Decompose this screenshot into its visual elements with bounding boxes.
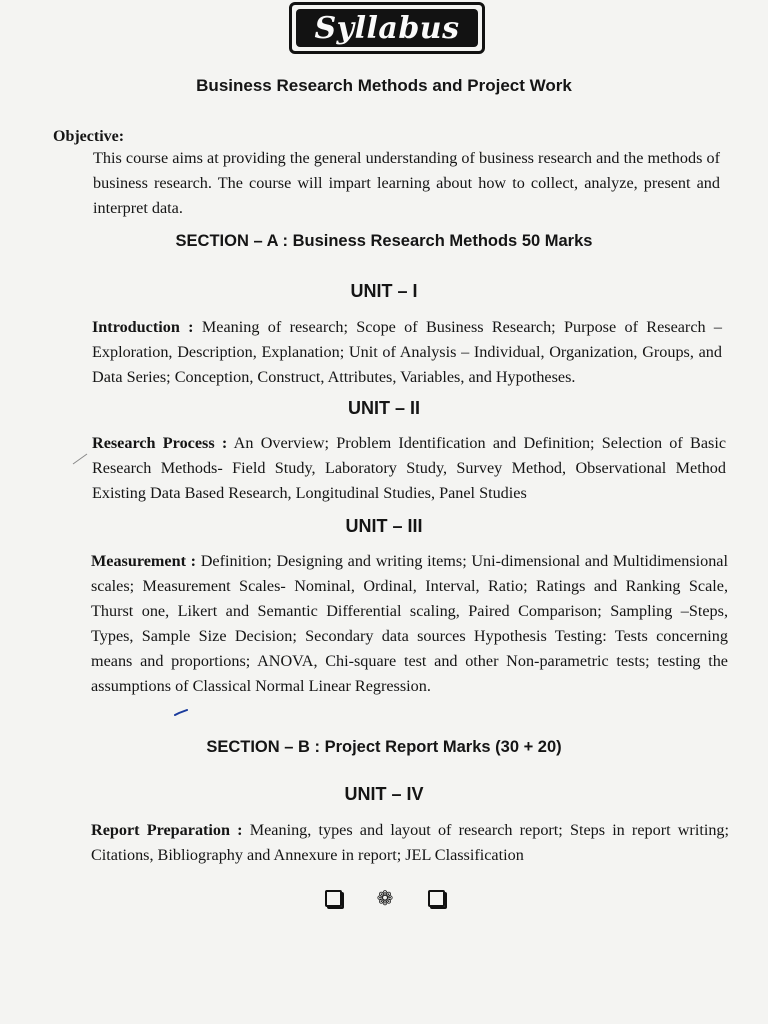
objective-text: This course aims at providing the general understanding of business research and the methods of business research. The course will impart learning about how to collect, analyze, present and interpret data. [93,149,720,217]
unit-3-body [91,549,728,699]
banner-title: Syllabus [314,10,460,46]
objective-label: Objective: [53,128,125,145]
unit-1-title: UNIT – I [350,281,418,301]
unit-3-topic: Measurement : [91,552,197,570]
footer-ornaments [325,885,445,911]
unit-4-topic: Report Preparation : [91,821,243,839]
unit-4-title: UNIT – IV [344,784,424,804]
unit-1-text: Meaning of research; Scope of Business Research; Purpose of Research –Exploration, Description, Explanation; Unit of Analysis – Individual, Organization, Groups, and Data Series; Conception, Construct, Attributes, Variables, and Hypotheses. [92,318,723,386]
unit-4-text: Meaning, types and layout of research report; Steps in report writing; Citations, Bibliography and Annexure in report; JEL Classification [91,821,729,864]
banner-plate [296,9,478,47]
subject-title: Business Research Methods and Project Work [196,76,572,95]
unit-3-text: Definition; Designing and writing items; Uni-dimensional and Multidimensional scales; Measurement Scales- Nominal, Ordinal, Interval, Ratio; Ratings and Ranking Scale, Thurst one, Likert and Semantic Differential scaling, Paired Comparison; Sampling –Steps, Types, Sample Size Decision; Secondary data sources Hypothesis Testing: Tests concerning means and proportions; ANOVA, Chi-square test and other Non-parametric tests; testing the assumptions of Classical Normal Linear Regression. [91,552,728,695]
center-flower-ornament: ❁ [376,886,394,910]
unit-4-body [91,818,729,868]
unit-2-body [92,431,726,506]
right-box-ornament [428,890,445,907]
unit-2-text: An Overview; Problem Identification and Definition; Selection of Basic Research Methods- Field Study, Laboratory Study, Survey Method, Observational Method Existing Data Based Research, Longitudinal Studies, Panel Studies [92,434,727,502]
ink-tick-mark [174,709,188,717]
unit-2-title: UNIT – II [347,398,420,418]
unit-2-topic: Research Process : [92,434,228,452]
section-b-heading: SECTION – B : Project Report Marks (30 + 20) [206,738,562,756]
unit-3-title: UNIT – III [345,516,423,536]
unit-1-topic: Introduction : [92,318,194,336]
pen-stray-mark [72,452,88,466]
syllabus-banner [289,2,485,54]
left-box-ornament [325,890,342,907]
unit-1-body [92,315,722,390]
section-a-heading: SECTION – A : Business Research Methods 50 Marks [175,232,593,250]
